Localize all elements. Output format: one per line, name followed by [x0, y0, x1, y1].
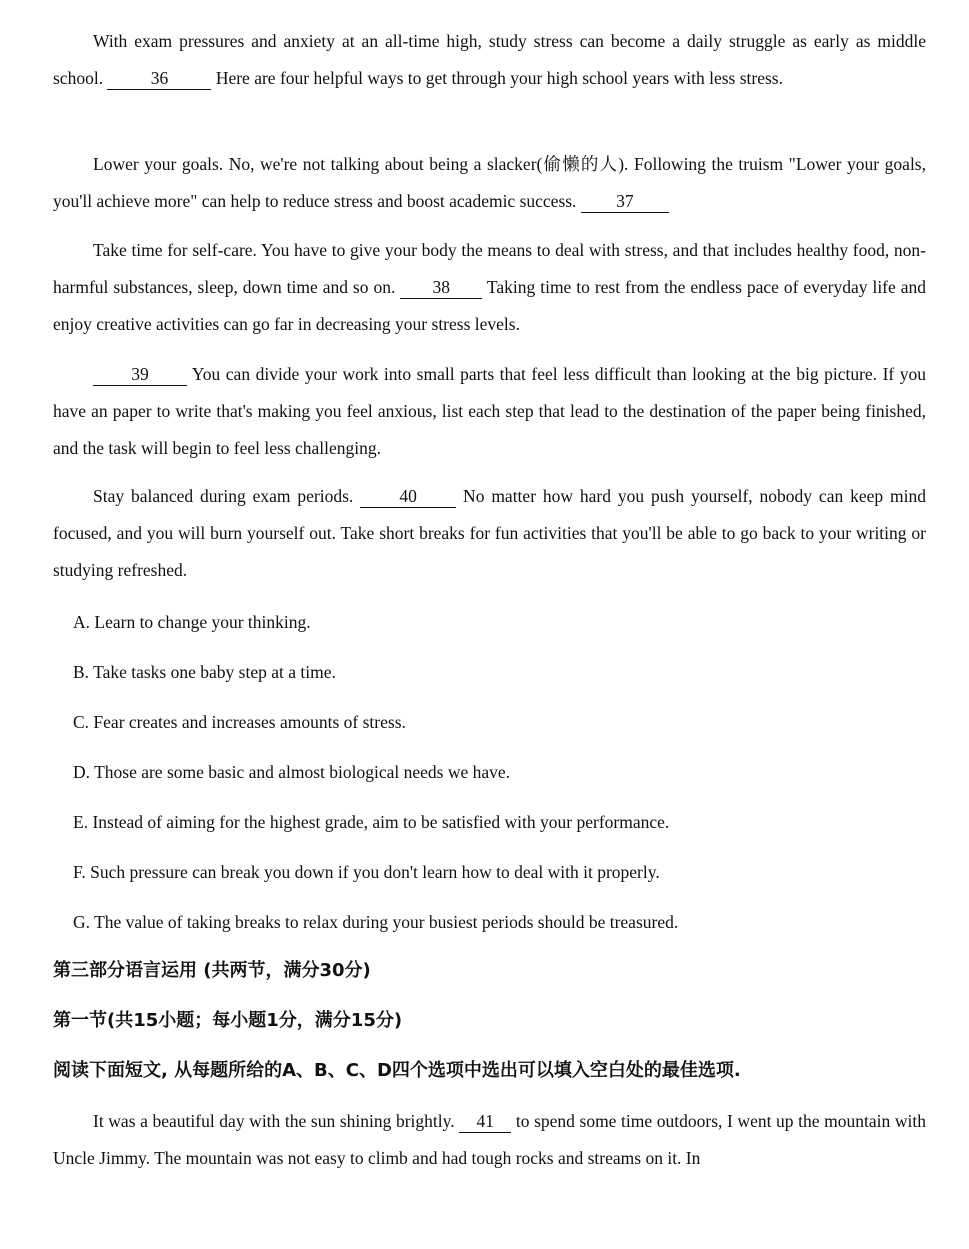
paragraph-text: Stay balanced during exam periods.: [93, 486, 361, 506]
paragraph-text: Lower your goals. No, we're not talking about being a slacker(偷懒的人). Following the truism "Lower your goals, you'll achieve more" can help to reduce stress and boost academic success.: [53, 154, 926, 211]
paragraph-4: [53, 356, 926, 467]
answer-blank-41: 41: [459, 1110, 511, 1133]
paragraph-cloze: [53, 1103, 926, 1177]
paragraph-2: [53, 146, 926, 220]
paragraph-3: [53, 232, 926, 343]
paragraph-text: No matter how hard you push yourself, nobody can keep mind focused, and you will burn yourself out. Take short breaks for fun activities that you'll be able to go back to your writing or studying refreshed.: [53, 486, 926, 580]
option-f: F. Such pressure can break you down if you don't learn how to deal with it properly.: [73, 862, 660, 882]
answer-blank-37: 37: [581, 190, 669, 213]
answer-blank-36: 36: [107, 67, 211, 90]
part-three-title: 第三部分语言运用 (共两节，满分30分): [53, 960, 371, 981]
instructions: 阅读下面短文, 从每题所给的A、B、C、D四个选项中选出可以填入空白处的最佳选项.: [53, 1060, 741, 1081]
option-g: G. The value of taking breaks to relax during your busiest periods should be treasured.: [73, 912, 679, 932]
paragraph-text: Here are four helpful ways to get through your high school years with less stress.: [211, 68, 783, 88]
option-b: B. Take tasks one baby step at a time.: [73, 662, 336, 682]
option-c: C. Fear creates and increases amounts of stress.: [73, 712, 406, 732]
option-d: D. Those are some basic and almost biological needs we have.: [73, 762, 511, 782]
paragraph-1: [53, 23, 926, 97]
option-e: E. Instead of aiming for the highest grade, aim to be satisfied with your performance.: [73, 812, 670, 832]
answer-blank-38: 38: [400, 276, 482, 299]
paragraph-text: With exam pressures and anxiety at an all-time high, study stress can become a daily struggle as early as middle school.: [53, 31, 926, 88]
answer-blank-39: 39: [93, 363, 187, 386]
option-a: A. Learn to change your thinking.: [73, 612, 311, 632]
paragraph-text: Taking time to rest from the endless pace of everyday life and enjoy creative activities can go far in decreasing your stress levels.: [53, 277, 926, 334]
paragraph-text: to spend some time outdoors, I went up the mountain with Uncle Jimmy. The mountain was not easy to climb and had tough rocks and streams on it. In: [53, 1111, 926, 1168]
paragraph-text: Take time for self-care. You have to give your body the means to deal with stress, and that includes healthy food, non-harmful substances, sleep, down time and so on.: [53, 240, 926, 297]
paragraph-text: You can divide your work into small parts that feel less difficult than looking at the big picture. If you have an paper to write that's making you feel anxious, list each step that lead to the destination of the paper being finished, and the task will begin to feel less challenging.: [53, 364, 926, 458]
subsection-title: 第一节(共15小题；每小题1分，满分15分): [53, 1010, 403, 1031]
paragraph-5: [53, 478, 926, 589]
paragraph-text: It was a beautiful day with the sun shining brightly.: [93, 1111, 460, 1131]
answer-blank-40: 40: [360, 485, 456, 508]
